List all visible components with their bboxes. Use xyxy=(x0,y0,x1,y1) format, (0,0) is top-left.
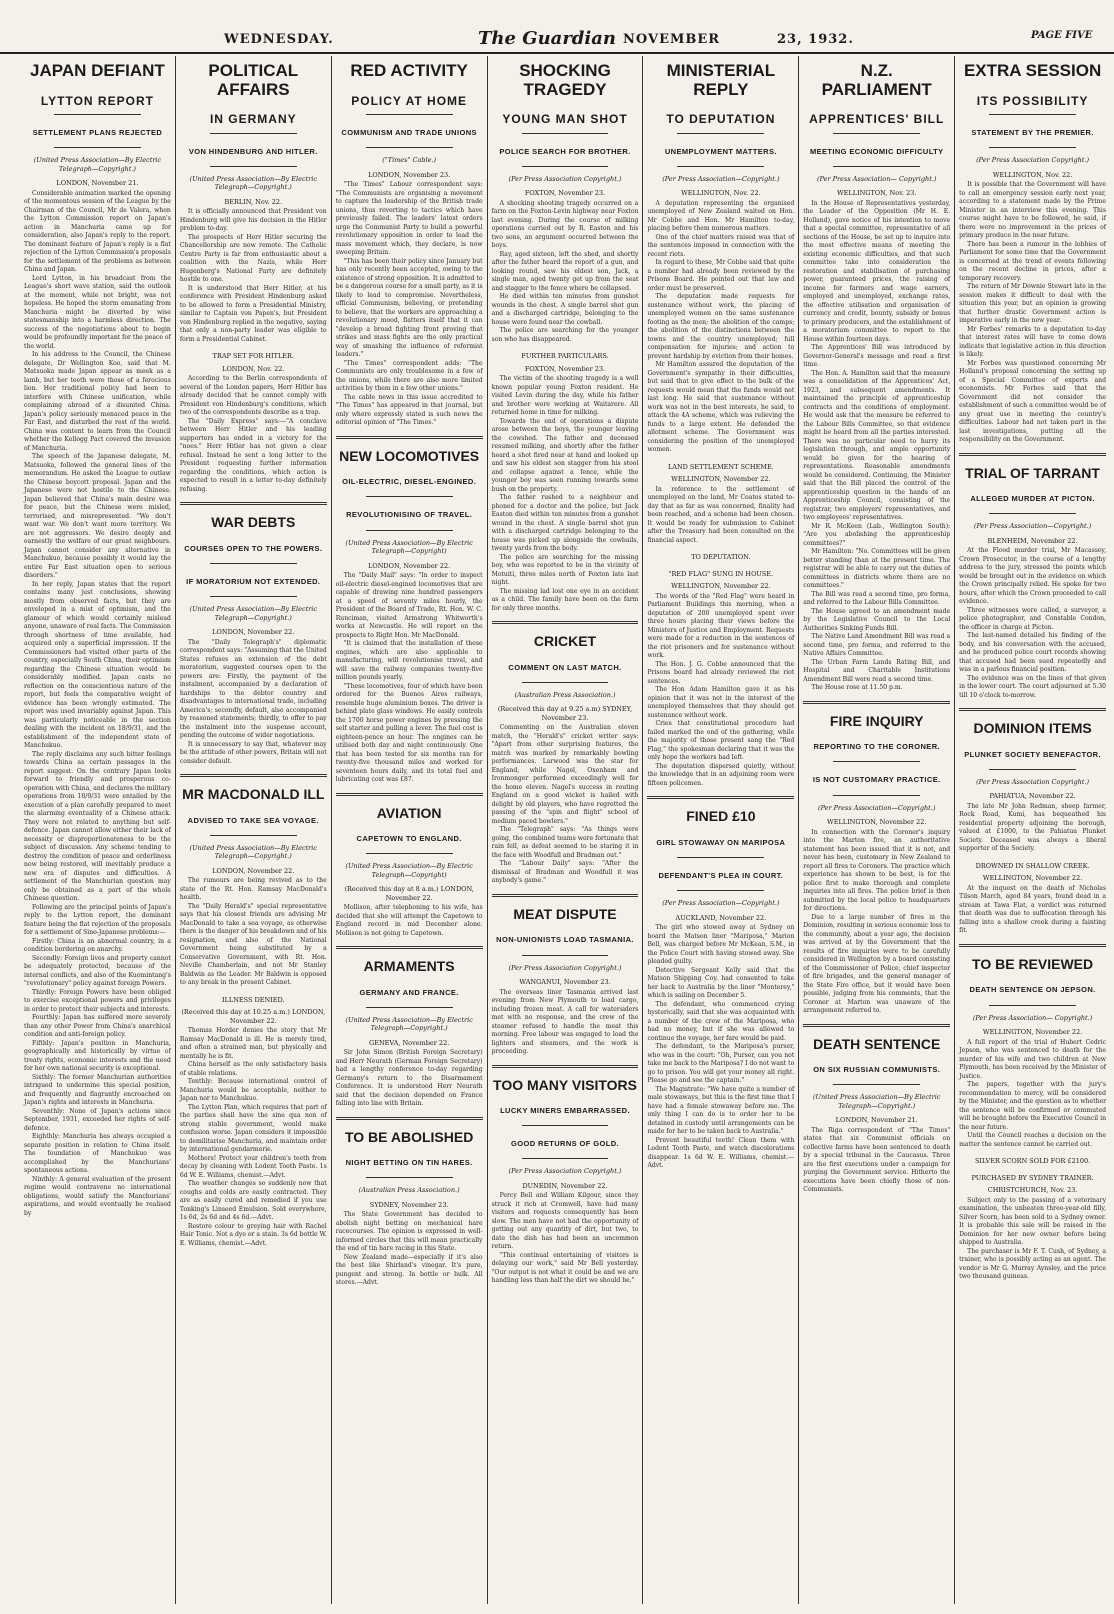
paragraph: The purchaser is Mr F. T. Cush, of Sydney, a trainer, who is possibly acting as an agent. The vendor is Mr G. Murray Aynsley, and the price two thousand guineas. xyxy=(959,1247,1107,1281)
paragraph: The deputation made requests for sustenance without work, the placing of unemployed women on the same sustenance footing as the men; the abolition of the camps; the abolition of the distinctions between the towns and the country unemployed; full compensation for injuries; and action to prevent hardship by eviction from their homes. xyxy=(647,293,795,360)
deck: SETTLEMENT PLANS REJECTED xyxy=(32,127,163,137)
sub-headline: POLICY AT HOME xyxy=(351,93,468,108)
section-headline: TRIAL OF TARRANT xyxy=(965,464,1100,481)
subhead: FURTHER PARTICULARS. xyxy=(521,352,609,361)
divider xyxy=(677,133,764,134)
divider xyxy=(54,114,141,115)
paragraph: Thirdly: Foreign Powers have been obliged to exercise exceptional powers and privileges in order to protect their subjects and interests. xyxy=(24,988,171,1013)
dateline: BERLIN, Nov. 22. xyxy=(224,197,283,206)
paragraph: In the House of Representatives yesterday, the Leader of the Opposition (Mr H. E. Holland), gave notice of his intention to move that a special committee, representative of all sections of the House, be set up to inquire into the most effective means of meeting the existing economic difficulties, and that such committee take into consideration the restoration and stabilisation of purchasing power, guaranteed prices, the raising of income for farmers and wage earners, employed and unemployed, exchange rates, the effective utilisation and organisation of currency and credit, bounty, subsidy or bonus to primary producers, and the establishment of a moratorium committee to report to the House within fourteen days. xyxy=(803,199,951,343)
wire-credit: (United Press Association—By Electric Telegraph—Copyright) xyxy=(345,538,473,556)
wire-credit: (Per Press Association Copyright.) xyxy=(508,174,622,183)
column-rule xyxy=(492,1065,639,1068)
divider xyxy=(210,596,297,597)
divider xyxy=(522,682,609,683)
dateline: WELLINGTON, November 22. xyxy=(982,1028,1083,1037)
wire-credit: (Per Press Association—Copyright.) xyxy=(662,899,780,908)
paragraph: Detective Sergeant Kelly said that the Matson Shipping Coy. had consented to take her back to Australia by the liner "Monterey," which is sailing on December 5. xyxy=(647,966,795,1000)
dateline: WELLINGTON, November 22. xyxy=(671,582,771,591)
paragraph: "It is claimed that the installation of these engines, which are also applicable to manufacturing, will revolutionise travel, and will save the railway companies twenty-five million pounds yearly. xyxy=(335,640,483,682)
wire-credit: (Per Press Association—Copyright.) xyxy=(973,522,1092,531)
sub-headline: LYTTON REPORT xyxy=(40,93,154,108)
subhead: ILLNESS DENIED. xyxy=(222,995,285,1004)
divider xyxy=(366,114,453,115)
sub-headline: TO DEPUTATION xyxy=(666,112,776,127)
dateline: WELLINGTON, November 22. xyxy=(827,818,927,827)
paragraph: The "Labour Daily" says: "After the dismissal of Bradman and Woodfull it was anybody's game." xyxy=(491,860,639,885)
paragraph: The defendant, to the Mariposa's purser, who was in the court: "Oh, Purser, can you not take me back to the Mariposa? I do not want to go to prison. You will get your money all right. Please go and see the captain." xyxy=(647,1043,795,1085)
paragraph: Following are the principal points of Japan's reply to the Lytton report, the dominant feature being the flat rejection of the proposals for a settlement of Sino-Japanese problems:— xyxy=(24,903,171,937)
paragraph: Due to a large number of fires in the Dominion, resulting in serious economic loss to the community, about a year ago, the decision was arrived at by the Government that the results of fire inquiries were to be carefully considered in Wellington by a board consisting of the Commissioner of Police, chief inspector of fire brigades, and the general manager of the State Fire office, but it would have been possible, judging from his comments, that the Coroner at Marton was unaware of the arrangement referred to. xyxy=(803,913,951,1015)
paragraph: Seventhly: None of Japan's actions since September, 1931, exceeded her rights of self-defence. xyxy=(24,1107,171,1132)
paragraph: Lord Lytton, in his broadcast from the League's short wave station, said the outlook at the moment, while not bright, was not hopeless. He hoped the storm emanating from Manchuria might be diverted by wise statesmanship into a harmless direction. The success of the negotiations about to begin would be profoundly important for the peace of the world. xyxy=(24,274,171,350)
wire-credit: (Per Press Association— Copyright.) xyxy=(972,1013,1093,1022)
paragraph: The father rushed to a neighbour and phoned for a doctor and the police, but Jack Easton died within ten minutes from a gunshot wound in the chest. A single barrel shot gun with a discharged cartridge belonging to the house was picked up alongside the cowbails, twenty yards from the body. xyxy=(491,494,639,553)
paragraph: Mothers! Protect your children's teeth from decay by cleaning with Lodent Tooth Paste. 1s 6d W. E. Williams, chemist.—Advt. xyxy=(179,1154,327,1179)
dateline: SYDNEY, November 23. xyxy=(369,1200,449,1209)
paragraph: Tenthly: Because international control of Manchuria would be acceptable, neither to Japan nor to Manchukuo. xyxy=(179,1078,327,1103)
divider xyxy=(210,166,297,167)
divider xyxy=(366,496,453,497)
deck: COURSES OPEN TO THE POWERS. xyxy=(184,543,323,553)
deck: IS NOT CUSTOMARY PRACTICE. xyxy=(812,775,941,785)
paragraph: "This has been their policy since January but has only recently been accepted, owing to the existence of strong opposition. It is admitted to be a dangerous course for a small party, as it is likely to lead to compromise. Nevertheless, official Communism, believing, or pretending to believe, that the workers are approaching a revolutionary mood, flatters itself that it can "develop a broad fighting front proving that strikes and mass fights are the only practical way of smashing the influence of reformist leaders." xyxy=(335,257,483,359)
masthead xyxy=(0,0,1114,54)
dateline: AUCKLAND, November 22. xyxy=(675,913,767,922)
deck: COMMENT ON LAST MATCH. xyxy=(508,662,622,672)
paragraph: Sixthly: The former Manchurian authorities intrigued to undermine this special position, and frequently and flagrantly encroached on Japan's rights and interests in Manchuria. xyxy=(24,1073,171,1107)
column-6 xyxy=(798,56,954,1604)
paragraph: Three witnesses were called, a surveyor, a police photographer, and Constable Condon, the officer in charge at Picton. xyxy=(959,606,1107,631)
paragraph: The "Daily Herald's" special representative says that his closest friends are advising Mr MacDonald to take a sea voyage, as otherwise there is the danger of his breakdown and of his resignation, and also of the National Government being substituted by a Conservative Government, with Rt. Hon. Neville Chamberlain, and not Mr Stanley Baldwin as the Leader. Mr Baldwin is opposed to any break in the present Cabinet. xyxy=(179,902,327,987)
paragraph: In his address to the Council, the Chinese delegate, Dr Wellington Koo, said that M. Matsuoka made Japan appear as meek as a lamb, but her teeth were those of a ferocious lion. Her traditional policy had been to interfere with Chinese unification, while complaining abroad of a disunited China. Japan's policy seriously menaced peace in the Far East, and disturbed the rest of the world. China was content to learn from the Council whether the Kellogg Pact covered the invasion of Manchuria. xyxy=(24,351,171,452)
paragraph: It is understood that Herr Hitler, at his conference with President Hindenburg asked to be allowed to form a Presidential Ministry, similar to Captain von Papen's, but President von Hindenburg replied in the negative, saying that only a non-party leader was eligible to form a Presidential Cabinet. xyxy=(179,284,327,343)
paragraph: The missing lad lost one eye in an accident as a child. The family have been on the farm for only three months. xyxy=(491,587,639,612)
paragraph: There has been a rumour in the lobbies of Parliament for some time that the Government is concerned at the trend of events following on the recent decline in prices, after a temporary recovery. xyxy=(959,240,1107,282)
wire-credit: (Per Press Association—Copyright.) xyxy=(662,174,780,183)
deck: GOOD RETURNS OF GOLD. xyxy=(511,1139,619,1149)
paragraph: Restore colour to greying hair with Rachel Hair Tonic. Not a dye or a stain. 3s 6d bottle W. E. Williams, chemist.—Advt. xyxy=(179,1222,327,1247)
dateline: FOXTON, November 23. xyxy=(524,189,606,198)
dateline: LONDON, November 21. xyxy=(835,1116,918,1125)
divider xyxy=(833,166,920,167)
divider xyxy=(677,166,764,167)
paragraph: The girl who stowed away at Sydney on board the Matson liner "Mariposa," Marion Bell, was charged before Mr McKean, S.M., in the Police Court with having stowed away. She pleaded guilty. xyxy=(647,924,795,966)
subhead: PURCHASED BY SYDNEY TRAINER. xyxy=(971,1173,1094,1182)
paragraph: At the inquest on the death of Nicholas Tilson March, aged 84 years, found dead in a stream at Tawa Flat, a verdict was returned that death was due to suffocation through his falling into a shallow creek during a fainting fit. xyxy=(959,884,1107,935)
paragraph: Firstly: China is an abnormal country, in a condition bordering on anarchy. xyxy=(24,937,171,954)
paragraph: Commenting on the Australian eleven match, the "Herald's" cricket writer says: "Apart from other surprising features, the match was marked by remarkably bowling performances. Larwood was the star for England, while Nagel, Oxenham and Ironmonger performed exceedingly well for the home eleven. Nagel's success in routing England on a good wicket is hailed with delight by old players, who have regretted the passing of the "spin and flight" school of medium paced bowlers." xyxy=(491,724,639,825)
paragraph: Sir John Simon (British Foreign Secretary) and Herr Neurath (German Foreign Secretary) had a lengthy conference to-day regarding Germany's return to the Disarmament Conference. It is understood Herr Neurath said that the decision depended on France falling into line with Britain. xyxy=(335,1049,483,1108)
dateline: WELLINGTON, November 22. xyxy=(982,874,1083,883)
paragraph: "The Times" Labour correspondent says: "The Communists are organising a movement to capture the leadership of the British trade unions, thus reverting to tactics which have previously failed. The leaders' latest orders urge the Communist Party to build a powerful revolutionary opposition in order to lead the mass movement which, they declare, is now sweeping Britain. xyxy=(335,181,483,257)
paragraph: The deputation dispersed quietly, without the knowledge that in an adjoining room were fifteen policemen. xyxy=(647,762,795,787)
deck: MEETING ECONOMIC DIFFICULTY xyxy=(809,146,944,156)
wire-credit: (Per Press Association Copyright.) xyxy=(508,1167,622,1176)
divider xyxy=(989,769,1076,770)
dateline: LONDON, November 21. xyxy=(56,179,139,188)
deck: REVOLUTIONISING OF TRAVEL. xyxy=(346,510,473,520)
divider xyxy=(522,955,609,956)
wire-credit: (United Press Association—By Electric Telegraph—Copyright.) xyxy=(189,174,318,192)
deck: COMMUNISM AND TRADE UNIONS xyxy=(341,127,477,137)
dateline: CHRISTCHURCH, Nov. 23. xyxy=(987,1186,1078,1195)
headline: EXTRA SESSION xyxy=(963,61,1102,80)
paragraph: Eighthly: Manchuria has always occupied a separate position in relation to China itself. The foundation of Manchukuo was accomplished by the Manchurians' spontaneous actions. xyxy=(24,1133,171,1175)
column-rule xyxy=(492,894,639,897)
wire-credit: ("Times" Cable.) xyxy=(382,156,437,165)
paragraph: Ninthly: A general evaluation of the present regime would contravene no international obligations, would satisfy the Manchurians' aspirations, and would eventually be realised by xyxy=(24,1175,171,1217)
paragraph: The reply disclaims any such bitter feelings towards China as certain passages in the report suggest. On the contrary Japan looks forward to friendly and prosperous co-operation with China, and declares the military operations from 18/9/31 were entailed by the execution of a plan carefully prepared to meet the alarming eventuality of a Chinese attack. They were not related to anything but self-defence. Japan cannot allow either their lack of necessity or disproportionateness to be the subject of discussion. Any scheme tending to destroy the condition of peace and orderliness now being restored, will inevitably produce a new era of disputes and difficulties. A settlement of the Manchurian question may only be obtained as a part of the whole Chinese question. xyxy=(24,750,171,903)
paragraph: Thomas Horder denies the story that Mr Ramsay MacDonald is ill. He is merely tired, and often a strained man, but physically and mentally he is fit. xyxy=(179,1027,327,1060)
column-1 xyxy=(20,56,175,1604)
wire-credit: (Australian Press Association.) xyxy=(358,1186,460,1195)
column-rule xyxy=(959,708,1106,711)
wire-credit: (Per Press Association—Copyright.) xyxy=(818,803,936,812)
divider xyxy=(54,147,141,148)
wire-credit: (United Press Association—By Electric Telegraph—Copyright) xyxy=(345,862,473,879)
divider xyxy=(210,133,297,134)
paragraph: "The Times" correspondent adds: "The Communists are only troublesome in a few of the unions, while there are also more limited activities by them in a few other unions." xyxy=(335,359,483,393)
paragraph: "This continual entertaining of visitors is delaying our work," said Mr Bell yesterday. "Our output is not what it could be and we are handling less than half the dirt we should be." xyxy=(491,1251,639,1285)
paragraph: China herself as the only satisfactory basis of stable relations. xyxy=(179,1061,327,1077)
deck: OIL-ELECTRIC, DIESEL-ENGINED. xyxy=(342,477,477,487)
divider xyxy=(833,133,920,134)
wire-credit: (United Press Association—By Electric Telegraph—Copyright.) xyxy=(345,1015,473,1033)
subhead: SILVER SCORN SOLD FOR £2100. xyxy=(974,1157,1091,1166)
deck: IF MORATORIUM NOT EXTENDED. xyxy=(186,576,321,586)
paragraph: The police are searching for the younger son who has disappeared. xyxy=(491,327,639,343)
paragraph: The "Telegraph" says: "As things were going, the combined teams were fortunate that rain fell, as defeat seemed to be staring it in the face with Woodfull and Bradman out." xyxy=(491,826,639,859)
headline: SHOCKING TRAGEDY xyxy=(519,61,611,99)
paragraph: New Zealand made—especially if it's also the best like Shirland's vinegar. It's pure, pungent and strong. In bottle or bulk. All stores.—Advt. xyxy=(335,1253,483,1287)
deck: CAPETOWN TO ENGLAND. xyxy=(356,833,462,843)
column-rule xyxy=(492,621,639,624)
wire-credit: (United Press Association—By Electric Telegraph—Copyright.) xyxy=(189,843,318,861)
paragraph: The evidence was on the lines of that given in the lower court. The court adjourned at 5.30 till 10 o'clock to-morrow. xyxy=(959,674,1107,699)
paragraph: Secondly: Foreign lives and property cannot be adequately protected, because of the internal conflicts, and also of the Kuomintang's "revolutionary" policy against foreign Powers. xyxy=(24,954,171,988)
paragraph: The prospects of Herr Hitler securing the Chancellorship are now remote. The Catholic Centre Party is far from enthusiastic about a coalition with the Nazis, while Herr Hugenberg's National Party are definitely hostile to one. xyxy=(179,233,327,284)
paragraph: Ray, aged sixteen, left the shed, and shortly after the father heard the report of a gun, and looking round, saw his eldest son, Jack, a single man, aged twenty get up from the seat and stagger to the fence where he collapsed. xyxy=(491,250,639,292)
column-rule xyxy=(336,793,483,796)
divider xyxy=(833,1084,920,1085)
paragraph: The Apprentices' Bill was introduced by Governor-General's message and read a first time. xyxy=(803,344,951,369)
paragraph: The words of the "Red Flag" were heard in Parliament Buildings this morning, when a deputation of 200 unemployed spent over three hours placing their views before the Ministers of Justice and Employment. Requests were made for a reduction in the sentences of the riot prisoners and for sustenance without work. xyxy=(647,592,795,660)
divider xyxy=(677,857,764,858)
divider xyxy=(522,133,609,134)
deck: DEFENDANT'S PLEA IN COURT. xyxy=(658,870,784,880)
paragraph: Considerable animation marked the opening of the momentous session of the League by the Chairman of the Council, Mr de Valera, when the Lytton Commission report on Japan's action in Manchuria came up for consideration, also Japan's reply to the report. The dominant feature of Japan's reply is a flat rejection of the Lytton Commission's proposals for the settlement of the problems as between China and Japan. xyxy=(24,189,171,274)
section-headline: MR MACDONALD ILL xyxy=(182,786,325,803)
divider xyxy=(366,147,453,148)
wire-credit: (Per Press Association Copyright.) xyxy=(976,777,1090,786)
section-headline: TO BE REVIEWED xyxy=(972,955,1094,972)
paragraph: Fifthly: Japan's position in Manchuria, geographically and historically by virtue of treaty rights, economic interests and the need for her own national security is exceptional. xyxy=(24,1039,171,1073)
masthead-day: WEDNESDAY. xyxy=(224,32,334,47)
paragraph: The House agreed to an amendment made by the Legislative Council to the Local Authorities Sinking Funds Bill. xyxy=(803,607,951,632)
paragraph: The Lytton Plan, which requires that part of the parties shall have the sine qua non of strong stable government, would make confusion worse. Japan considers it impossible to demilitarise Manchuria, and maintain order by international gendarmerie. xyxy=(179,1103,327,1154)
dateline: PAHIATUA, November 22. xyxy=(989,792,1076,801)
column-rule xyxy=(336,946,483,949)
column-4 xyxy=(487,56,643,1604)
dateline: (Received this day at 8 a.m.) LONDON, November 22. xyxy=(344,885,474,902)
column-rule xyxy=(647,796,794,799)
paragraph: Mr Forbes' remarks to a deputation to-day that interest rates will have to come down indicate that legislative action in this direction is likely. xyxy=(959,325,1107,359)
masthead-date: 23, 1932. xyxy=(777,32,854,47)
paragraph: The papers, together with the jury's recommendation to mercy, will be considered by the Minister, and the question as to whether the sentence will be confirmed or commuted will be brought before the Executive Council in the near future. xyxy=(959,1081,1107,1131)
paragraph: The return of Mr Downie Stewart late in the session makes it difficult to deal with the situation this year, but an opinion is growing that further drastic Government action is imperative early in the new year. xyxy=(959,283,1107,325)
wire-credit: (Per Press Association Copyright.) xyxy=(976,156,1090,165)
section-headline: MEAT DISPUTE xyxy=(513,905,617,922)
paragraph: A deputation representing the organised unemployed of New Zealand waited on Hon. Mr Cobbe and Hon. Mr Hamilton to-day, placing before them numerous matters. xyxy=(647,199,795,233)
dateline: GENEVA, November 22. xyxy=(369,1038,450,1047)
section-headline: DEATH SENTENCE xyxy=(813,1035,941,1052)
paragraph: The overseas liner Tasmania arrived last evening from New Plymouth to load cargo, including frozen meat. A call for watersiders met with no response, and the crew of the steamer refused to handle the meat this morning. Free labour was engaged to load the lighters and steamers, and the work is proceeding. xyxy=(491,988,639,1056)
divider xyxy=(210,563,297,564)
headline: JAPAN DEFIANT xyxy=(30,61,165,80)
divider xyxy=(989,114,1076,115)
column-3 xyxy=(331,56,487,1604)
article-columns xyxy=(20,56,1110,1604)
column-rule xyxy=(959,944,1106,947)
dateline: (Received this day at 9.25 a.m) SYDNEY, November 23. xyxy=(497,705,633,722)
paragraph: Subject only to the passing of a veterinary examination, the unbeaten three-year-old filly, Silver Scorn, has been sold to a Sydney owner. It is probable this sale will be raised in the Dominion for her new owner before being shipped to Australia. xyxy=(959,1196,1107,1247)
subhead: LAND SETTLEMENT SCHEME. xyxy=(667,462,774,471)
subhead: DROWNED IN SHALLOW CREEK. xyxy=(975,861,1090,870)
headline: N.Z. PARLIAMENT xyxy=(821,61,932,99)
deck: PLUNKET SOCIETY BENEFACTOR. xyxy=(964,749,1101,759)
paragraph: The State Government has decided to abolish night betting on mechanical hare racecourses. The opinion is expressed in well-informed circles that this will mean practically the end of tin hare racing in this State. xyxy=(335,1211,483,1253)
divider xyxy=(522,1125,609,1126)
deck: UNEMPLOYMENT MATTERS. xyxy=(664,146,777,156)
masthead-page-number: PAGE FIVE xyxy=(1031,30,1093,41)
paragraph: Until the Council reaches a decision on the matter the sentence cannot be carried out. xyxy=(959,1132,1107,1148)
wire-credit: (United Press Association—By Electric Telegraph—Copyright.) xyxy=(33,156,162,173)
masthead-month: NOVEMBER xyxy=(623,32,721,47)
dateline: DUNEDIN, November 22. xyxy=(522,1181,608,1190)
wire-credit: (Per Press Association Copyright.) xyxy=(508,963,622,972)
paragraph: The rumours are being revived as to the state of the Rt. Hon. Ramsay MacDonald's health. xyxy=(179,877,327,902)
wire-credit: (Australian Press Association.) xyxy=(514,690,616,699)
paragraph: The Hon. A. Hamilton said that the measure was a consolidation of the Apprentices' Act, 1923, and subsequent amendments. It maintained the principle of apprenticeship contracts and the conditions of employment. He would ask that the measure be referred to the Labour Bills Committee, so that evidence might be heard from all the parties interested. There was no particular need to hurry its legislation through, and ample opportunity would be given for the hearing of representations. Reasonable amendments would be considered. Continuing, the Minister said that the Bill placed the control of the apprenticeship question in the hands of an Apprenticeship Council, consisting of the registrar, two employers' representatives, and two employees' representatives. xyxy=(803,369,951,522)
divider xyxy=(522,166,609,167)
column-rule xyxy=(180,774,327,777)
paragraph: Mr Forbes was questioned concerning Mr Holland's proposal concerning the setting up of a Special Committee of experts and economists. Mr Forbes said that the Government did not consider the establishment of such a committee would be of any great use in meeting the country's difficulties. Labour had not taken part in the last investigations, putting all the responsibility on the Government. xyxy=(959,359,1107,444)
paragraph: Percy Bell and William Kilgour, since they struck it rich at Cromwell, have had many visitors and requests consequently has been slow. The men have not had the opportunity of getting out any quantity of dirt, but two, to date the dish has had been an uncommon return. xyxy=(491,1192,639,1251)
paragraph: Towards the end of operations a dispute arose between the boys, the younger leaving the cowshed. The father and deceased resumed milking, and shortly after the father heard a shot fired near at hand and looked up and saw his eldest son stagger from his stool and collapse against a fence, while the younger boy was seen running towards some bush on the property. xyxy=(491,417,639,493)
section-headline: ARMAMENTS xyxy=(363,958,455,975)
deck: ON SIX RUSSIAN COMMUNISTS. xyxy=(813,1065,941,1075)
paragraph: The weather changes so suddenly now that coughs and colds are easily contracted. They are as easily cured and remedied if you use Tonking's Linseed Emulsion. Sold everywhere, 1s 6d, 2s 6d and 4s 6d.—Advt. xyxy=(179,1180,327,1222)
dateline: (Received this day at 10.25 a.m.) LONDON, November 22. xyxy=(181,1008,326,1025)
paragraph: A full report of the trial of Hubert Cedric Jepson, who was sentenced to death for the murder of his wife and two children at New Plymouth, has been received by the Minister of Justice. xyxy=(959,1038,1107,1080)
divider xyxy=(989,1005,1076,1006)
dateline: LONDON, November 22. xyxy=(212,866,295,875)
subhead: "RED FLAG" SUNG IN HOUSE. xyxy=(668,569,774,578)
paragraph: The "Daily Express" says:—"A conclave between Herr Hitler and his leading supporters has ended in a victory for the "noes." Herr Hitler has not given a clear refusal. Instead he sent a long letter to the President requesting further information regarding the conditions, which action is expected to result in a letter to-day definitely refusing. xyxy=(179,417,327,493)
section-headline: WAR DEBTS xyxy=(211,514,296,531)
paragraph: The Native Land Amendment Bill was read a second time, pro forma, and referred to the Native Affairs Committee. xyxy=(803,633,951,658)
headline: POLITICAL AFFAIRS xyxy=(208,61,299,99)
divider xyxy=(833,795,920,796)
paragraph: It is officially announced that President von Hindenburg will give his decision in the Hitler problem to-day. xyxy=(179,208,327,233)
paragraph: In connection with the Coroner's inquiry into the Marton fire, an authoritative statement has been issued that it is not, and never has been, customary in New Zealand to report all fires to Coroners. The practice which experience has shown to be best, is for the police first to make thorough and complete inquiries into all fires. The police brief is then submitted by the local police to headquarters for directions. xyxy=(803,828,951,913)
section-headline: TOO MANY VISITORS xyxy=(493,1076,637,1093)
deck: LUCKY MINERS EMBARRASSED. xyxy=(500,1105,630,1115)
dateline: WELLINGTON, November 22. xyxy=(671,475,771,484)
wire-credit: (United Press Association—By Electric Telegraph—Copyright.) xyxy=(189,605,318,622)
dateline: BLENHEIM, November 22. xyxy=(987,536,1078,545)
paragraph: He died within ten minutes from gunshot wounds in the chest. A single barrel shot gun and a discharged cartridge, belonging to the house were found near the cowball. xyxy=(491,293,639,326)
paragraph: It is unnecessary to say that, whatever may be the attitude of other powers, Britain will not consider default. xyxy=(179,740,327,765)
paragraph: The Riga correspondent of "The Times" states that six Communist officials on collective farms have been sentenced to death by a special tribunal in the Caucasus. Three are the first executions under a campaign for purging the Government service. Hitherto the executions have been chiefly those of non-Communists. xyxy=(803,1126,951,1194)
deck: NON-UNIONISTS LOAD TASMANIA. xyxy=(496,935,634,945)
paragraph: "These locomotives, four of which have been ordered for the Buenos Aires railways, resemble huge aluminium boxes. The driver is behind plate glass windows. He easily controls the 1700 horse power engines by pressing the self starter and pulling a lever. The fuel cost is eighteen-pence an hour. The engines can be utilised both day and night continuously. One that has been tested for six months ran for twenty-five thousand miles and worked for seventeen hours daily, and its total fuel and lubricating cost was £87. xyxy=(335,682,483,784)
paragraph: Mollison, after telephoning to his wife, has decided that she will attempt the Capetown to England record in mid December alone. Mollison is not going to Capetown. xyxy=(335,904,483,937)
divider xyxy=(366,853,453,854)
subhead: TRAP SET FOR HITLER. xyxy=(212,352,294,361)
section-headline: CRICKET xyxy=(533,633,597,650)
column-rule xyxy=(336,436,483,439)
paragraph: The Hon Adam Hamilton gave it as his opinion that it was not in the interest of the unemployed themselves that they should get sustenance without work. xyxy=(647,686,795,719)
wire-credit: (Per Press Association— Copyright.) xyxy=(817,174,937,183)
paragraph: The police are searching for the missing boy, who was reported to be in the vicinity of Motuiti, three miles north of Foxton late last night. xyxy=(491,553,639,587)
dateline: FOXTON, November 23. xyxy=(524,364,606,373)
dateline: WANGANUI, November 23. xyxy=(519,978,611,987)
dateline: WELLINGTON, Nov. 23. xyxy=(836,189,917,198)
divider xyxy=(833,761,920,762)
column-rule xyxy=(803,1024,950,1027)
divider xyxy=(989,513,1076,514)
column-2 xyxy=(175,56,331,1604)
column-7 xyxy=(954,56,1110,1604)
divider xyxy=(677,890,764,891)
deck: ADVISED TO TAKE SEA VOYAGE. xyxy=(187,815,319,825)
divider xyxy=(366,530,453,531)
paragraph: The House rose at 11.50 p.m. xyxy=(811,684,903,692)
paragraph: It is possible that the Government will have to call an emergency session early next year, according to a statement made by the Prime Minister in an interview this evening. This course might have to be followed, he said, if there were no improvement in the prices of primary produce in the near future. xyxy=(959,181,1107,240)
deck: POLICE SEARCH FOR BROTHER. xyxy=(499,146,631,156)
column-rule xyxy=(180,502,327,505)
deck: NIGHT BETTING ON TIN HARES. xyxy=(345,1158,473,1168)
section-headline: FINED £10 xyxy=(686,808,756,825)
divider xyxy=(989,147,1076,148)
column-rule xyxy=(803,701,950,704)
paragraph: The victim of the shooting tragedy is a well known popular young Foxton resident. He visited Levin during the day, while his father and brother were working at Waitarere. All returned home in time for milking. xyxy=(491,375,639,417)
masthead-paper-name: The Guardian xyxy=(478,28,616,49)
divider xyxy=(522,1158,609,1159)
section-headline: DOMINION ITEMS xyxy=(973,720,1092,737)
headline: MINISTERIAL REPLY xyxy=(666,61,776,99)
dateline: LONDON, November 22. xyxy=(368,561,451,570)
paragraph: In her reply, Japan states that the report contains many just conclusions, showing mostly from observed facts, but they are enveloped in a mist of optimism, and the glamour of which would certainly mislead anyone, unaware of real facts. The Commission through shortness of time available, had acquired only a superficial impression. If the Commissioners had visited other parts of the country, especially South China, their optimism regarding the Chinese situation would be considerably modified. Japan casts no reflection on the conscientious nature of the report, but feels the comparative weight of evidence has been wrongly estimated. The report was used invariably against Japan. This was particularly noticeable in the section dealing with the incident on 18/9/31, and the establishment of the independent state of Manchukuo. xyxy=(24,580,171,750)
deck: ALLEGED MURDER AT PICTON. xyxy=(970,494,1095,504)
paragraph: According to the Berlin correspondents of several of the London papers, Herr Hitler has already decided that he cannot comply with President von Hindenburg's conditions, which two of the correspondents describe as a trap. xyxy=(179,375,327,417)
column-rule xyxy=(959,453,1106,456)
divider xyxy=(366,1177,453,1178)
paragraph: The defendant, who commenced crying hysterically, said that she was acquainted with a number of the crew of the Mariposa, who had no money, but if she was allowed to continue the voyage, her fare would be paid. xyxy=(647,1000,795,1042)
paragraph: Mr R. McKeen (Lab., Wellington South): "Are you abolishing the apprenticeship committees?" xyxy=(803,522,951,547)
paragraph: The Bill was read a second time, pro forma, and referred to the Labour Bills Committee. xyxy=(803,590,951,607)
paragraph: The Hon. J. G. Cobbe announced that the Prisons board had already reviewed the riot sentences. xyxy=(647,660,795,685)
paragraph: Fourthly: Japan has suffered more severely than any other Power from China's anarchical condition and anti-foreign policy. xyxy=(24,1014,171,1039)
paragraph: The cable news in this issue accredited to "The Times" has appeared in that journal, but only where expressly stated is such news the editorial opinion of "The Times." xyxy=(335,393,483,427)
dateline: WELLINGTON, Nov. 22. xyxy=(681,189,761,198)
paragraph: Prevent beautiful teeth! Clean them with Lodent Tooth Paste, and watch discolorations disappear. 1s 6d W. E. Williams, chemist.—Advt. xyxy=(647,1136,795,1170)
paragraph: One of the chief matters raised was that of the sentences imposed in connection with the recent riots. xyxy=(647,233,795,258)
paragraph: Mr Hamilton assured the deputation of the Government's sympathy in their difficulties, but said that to give effect to the bulk of the requests would mean that the funds would not last long. He said that sustenance without work was not in the best interests, he said, to attack the 4A scheme, which was relieving the funds to a large extent. He defended the allotment scheme. The Government was considering the position of the unemployed women. xyxy=(647,361,795,454)
divider xyxy=(210,835,297,836)
paragraph: The last-named detailed his finding of the body, and his conversation with the accused, and he produced police court records showing that accused had been sued repeatedly and was in a parlous financial position. xyxy=(959,632,1107,674)
deck: REPORTING TO THE CORONER. xyxy=(813,742,940,752)
paragraph: The "Daily Telegraph's" diplomatic correspondent says: "Assuming that the United States refuses an extension of the debt moratorium, suggested courses open to the powers are: Firstly, the payment of the instalment, accompanied by a declaration of hardships to the debtor country and disadvantages to international trade, including America's; secondly, default, also accompanied by reasoned statements; thirdly, to offer to pay the instalment into the suspense account, pending the outcome of wider negotiations. xyxy=(179,638,327,740)
sub-headline: APPRENTICES' BILL xyxy=(809,112,945,127)
sub-headline: YOUNG MAN SHOT xyxy=(502,112,628,127)
deck: GIRL STOWAWAY ON MARIPOSA xyxy=(656,837,786,847)
sub-headline: ITS POSSIBILITY xyxy=(976,93,1089,108)
paragraph: The late Mr John Redman, sheep farmer, Rock Road, Kumi, has bequeathed his residential property adjoining the borough, valued at £1000, to the Pahiatua Plunket Society. Deceased was always a liberal supporter of the Society. xyxy=(959,802,1107,853)
deck: DEATH SENTENCE ON JEPSON. xyxy=(969,985,1096,995)
paragraph: Mr Hamilton: "No. Committees will be given better standing than at the present time. The registrar will be able to carry out the duties of committees in districts where there are no committees." xyxy=(803,548,951,590)
paragraph: The Urban Farm Lands Rating Bill, and Hospital and Charitable Institutions Amendment Bill were read a second time. xyxy=(803,658,951,683)
dateline: LONDON, Nov. 22. xyxy=(222,364,285,373)
headline: RED ACTIVITY xyxy=(350,61,468,80)
section-headline: NEW LOCOMOTIVES xyxy=(339,447,480,464)
wire-credit: (United Press Association—By Electric Telegraph—Copyright.) xyxy=(812,1093,941,1110)
paragraph: In reference to the settlement of unemployed on the land, Mr Coates stated to-day that as far as was concerned, finality had been reached, and a scheme had been chosen. It would be ready for submission to Cabinet after the Treasury had been consulted on the financial aspect. xyxy=(647,485,795,544)
divider xyxy=(366,1007,453,1008)
deck: STATEMENT BY THE PREMIER. xyxy=(971,127,1094,137)
sub-headline: IN GERMANY xyxy=(209,112,297,127)
paragraph: At the Flood murder trial, Mr Macassey, Crown Prosecutor, in the course of a lengthy address to the jury, stressed the points which would be brought out in the evidence on which the Crown principally relied. He spoke for two hours, after which the Crown proceeded to call evidence. xyxy=(959,547,1107,606)
column-rule xyxy=(336,1117,483,1120)
section-headline: FIRE INQUIRY xyxy=(829,712,924,729)
dateline: LONDON, November 23. xyxy=(368,170,451,179)
column-5 xyxy=(642,56,798,1604)
dateline: LONDON, November 22. xyxy=(212,628,295,637)
subhead: TO DEPUTATION. xyxy=(691,553,751,562)
section-headline: AVIATION xyxy=(376,804,442,821)
paragraph: A shocking shooting tragedy occurred on a farm on the Foxton-Levin highway near Foxton last evening. During the course of milking operations carried out by R. Easton and his two sons, an argument occurred between the boys. xyxy=(491,199,639,250)
paragraph: The "Daily Mail" says: "In order to inspect oil-electric diesel-engined locomotives that are capable of drawing nine hundred passengers at a speed of seventy miles hourly, the President of the Board of Trade, Rt. Hon. W. C. Runciman, visited Armstrong Whitworth's works at Newcastle. He will report on the prospects to Right Hon. Mr MacDonald. xyxy=(335,572,483,639)
paragraph: Cries that constitutional procedure had failed marked the end of the gathering, while the majority of those present sang the "Red Flag," the spokesman declaring that it was the only hope the workers had left. xyxy=(647,720,795,762)
paragraph: The speech of the Japanese delegate, M. Matsuoka, followed the general lines of the memorandum. He asked the League to outlaw the Chinese boycott proposal. Japan and the Japanese were not hostile to the Chinese. Japan believed that China's main desire was for peace, but the Chinese were misled, terrorised, and misrepresented. "We don't want war. We don't want more territory. We are not aggressors. We desire deeply and earnestly the welfare of our great neighbours. Japan cannot consider any alternative in Manchukuo, because possibly it would lay the entire Far East situation open to serious disorders." xyxy=(24,453,171,580)
deck: GERMANY AND FRANCE. xyxy=(359,987,459,997)
deck: VON HINDENBURG AND HITLER. xyxy=(188,146,318,156)
section-headline: TO BE ABOLISHED xyxy=(344,1128,474,1145)
paragraph: In regard to these, Mr Cobbe said that quite a number had already been reviewed by the Prisons Board. He pointed out that law and order must be preserved. xyxy=(647,259,795,292)
dateline: WELLINGTON, Nov. 22. xyxy=(992,170,1073,179)
paragraph: The Magistrate: "We have quite a number of male stowaways, but this is the first time that I have had a female stowaway before me. The only thing I can do is to order her to be detained in custody until arrangements can be made for her to be taken back to Australia." xyxy=(647,1085,795,1136)
